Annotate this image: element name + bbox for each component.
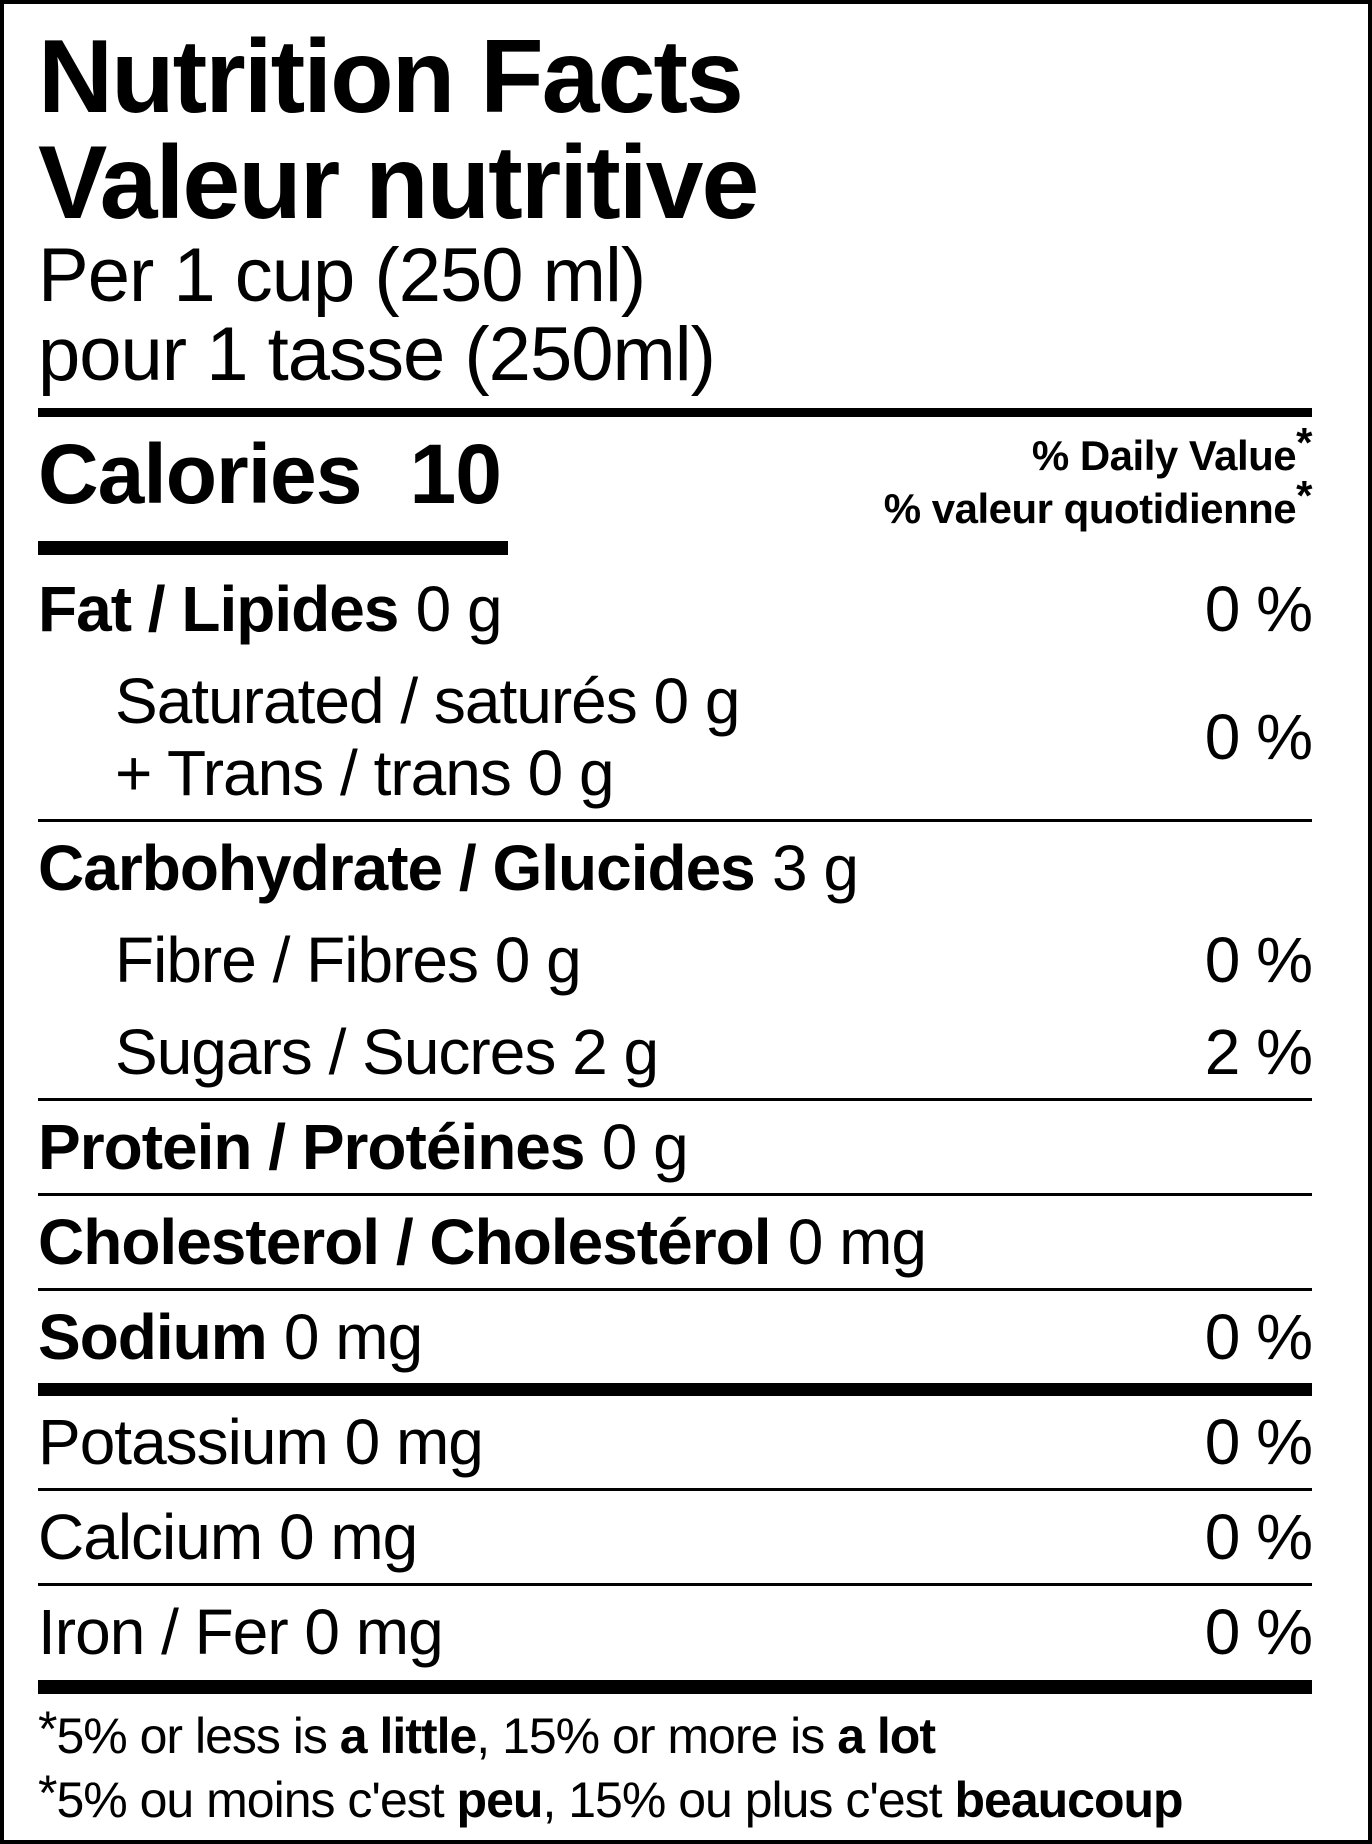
nutrient-name: Protein / Protéines xyxy=(38,1111,585,1183)
row-iron xyxy=(38,1586,1312,1678)
daily-value-heading-en xyxy=(884,418,1312,482)
nutrient-name: Carbohydrate / Glucides xyxy=(38,832,755,904)
nutrient-daily-value: 0 % xyxy=(1204,701,1312,773)
nutrient-amount: 3 g xyxy=(772,832,858,904)
row-sugars xyxy=(38,1006,1312,1098)
nutrient-label: Potassium 0 mg xyxy=(38,1406,483,1478)
nutrient-label xyxy=(38,1206,926,1278)
daily-value-asterisk-fr: * xyxy=(1296,471,1312,519)
nutrient-daily-value: 0 % xyxy=(1204,1501,1312,1573)
footnote-text: 5% ou moins c'est xyxy=(56,1772,457,1828)
nutrient-label xyxy=(38,1111,688,1183)
nutrient-amount: 0 mg xyxy=(283,1301,423,1373)
serving-size-fr: pour 1 tasse (250ml) xyxy=(38,312,715,397)
nutrient-daily-value: 0 % xyxy=(1204,924,1312,996)
nutrient-label: Iron / Fer 0 mg xyxy=(38,1596,443,1668)
footnote-text: , 15% or more is xyxy=(476,1708,838,1764)
nutrient-daily-value: 0 % xyxy=(1204,573,1312,645)
daily-value-asterisk-en: * xyxy=(1296,418,1312,466)
separator-thick-mid xyxy=(38,1383,1312,1396)
footnote-bold: beaucoup xyxy=(954,1772,1183,1828)
nutrient-rows xyxy=(38,563,1312,1694)
nutrient-label xyxy=(38,1301,422,1373)
separator-thick-top xyxy=(38,408,1312,417)
nutrient-daily-value: 0 % xyxy=(1204,1406,1312,1478)
footnote-asterisk: * xyxy=(38,1701,57,1757)
row-saturated-trans xyxy=(38,655,1312,819)
calories-underline-bar xyxy=(38,541,508,555)
row-carbohydrate xyxy=(38,822,1312,914)
nutrient-daily-value: 0 % xyxy=(1204,1301,1312,1373)
saturated-line: Saturated / saturés 0 g xyxy=(115,665,740,737)
title-fr: Valeur nutritive xyxy=(38,125,758,241)
separator-thick-bottom xyxy=(38,1680,1312,1694)
footnote-fr xyxy=(38,1765,1312,1832)
calories-value: 10 xyxy=(409,427,501,521)
nutrient-label: Calcium 0 mg xyxy=(38,1501,418,1573)
nutrient-amount: 0 g xyxy=(601,1111,688,1183)
nutrient-name: Cholesterol / Cholestérol xyxy=(38,1206,771,1278)
nutrient-amount: 0 mg xyxy=(787,1206,927,1278)
footnote-asterisk: * xyxy=(38,1765,57,1821)
footnote-text: 5% or less is xyxy=(56,1708,340,1764)
nutrient-name: Fat / Lipides xyxy=(38,573,399,645)
serving-size-en: Per 1 cup (250 ml) xyxy=(38,233,646,318)
calories-row xyxy=(38,425,501,523)
row-fibre xyxy=(38,914,1312,1006)
footnote-bold: a lot xyxy=(837,1708,935,1764)
daily-value-text-en: % Daily Value xyxy=(1031,432,1297,479)
row-cholesterol xyxy=(38,1196,1312,1288)
row-protein xyxy=(38,1101,1312,1193)
row-sodium xyxy=(38,1291,1312,1383)
daily-value-text-fr: % valeur quotidienne xyxy=(883,485,1297,532)
nutrient-name: Sodium xyxy=(38,1301,267,1373)
nutrient-label: Fibre / Fibres 0 g xyxy=(115,924,581,996)
footnote-bold: peu xyxy=(456,1772,543,1828)
trans-line: + Trans / trans 0 g xyxy=(115,737,614,809)
nutrient-label xyxy=(38,573,502,645)
daily-value-heading-fr xyxy=(883,471,1312,535)
title-en: Nutrition Facts xyxy=(38,19,742,135)
footnote-en xyxy=(38,1701,1312,1768)
footnote-text: , 15% ou plus c'est xyxy=(542,1772,955,1828)
nutrient-label xyxy=(38,665,740,809)
calories-section xyxy=(38,418,1312,535)
nutrient-daily-value: 2 % xyxy=(1204,1016,1312,1088)
row-potassium xyxy=(38,1396,1312,1488)
nutrient-daily-value: 0 % xyxy=(1204,1596,1312,1668)
calories-label: Calories xyxy=(38,427,362,521)
nutrient-amount: 0 g xyxy=(415,573,502,645)
nutrient-label: Sugars / Sucres 2 g xyxy=(115,1016,659,1088)
row-calcium xyxy=(38,1491,1312,1583)
footnote-bold: a little xyxy=(339,1708,477,1764)
daily-value-heading xyxy=(883,418,1312,535)
nutrient-label xyxy=(38,832,858,904)
row-fat xyxy=(38,563,1312,655)
